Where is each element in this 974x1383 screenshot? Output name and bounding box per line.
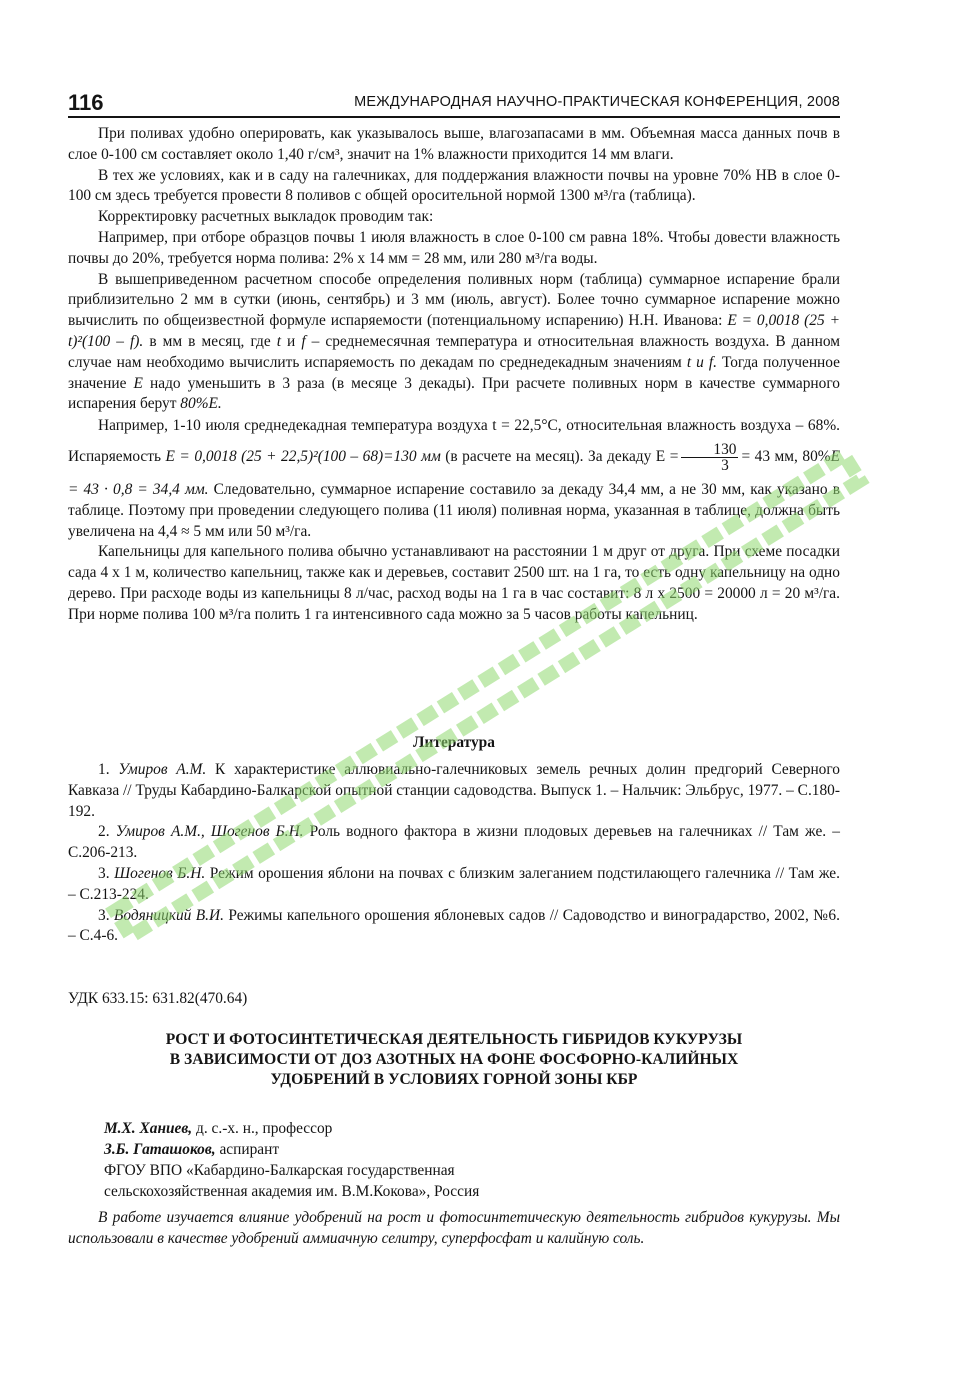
abstract: В работе изучается влияние удобрений на рост и фотосинтетическую деятельность гибридов кукурузы. Мы использовали в качестве удобрений аммиачную селитру, суперфосфат и калийную соль.: [68, 1209, 840, 1247]
ivanov-formula: E = 0,0018 (25 + t)²(100 – f).: [68, 312, 840, 350]
page-header: [68, 90, 840, 116]
p5-text-a: В вышеприведенном расчетном способе определения поливных норм (таблица) суммарное испарение брали приблизительно 2 мм в сутки (июнь, сентябрь) и 3 мм (июль, август). Более точно суммарное испарение можно вычислить по общеизвестной формуле испаряемости (потенциальному испарению) Н.Н. Иванова:: [68, 270, 840, 330]
author-1: [104, 1118, 804, 1139]
references-title: Литература: [413, 734, 495, 751]
body-text: [68, 124, 840, 625]
fraction: [681, 442, 738, 473]
article-title-line: В ЗАВИСИМОСТИ ОТ ДОЗ АЗОТНЫХ НА ФОНЕ ФОСФОРНО-КАЛИЙНЫХ: [169, 1051, 739, 1068]
reference-author: Шогенов Б.Н.: [114, 864, 206, 882]
reference-text: Роль водного фактора в жизни плодовых деревьев на галечниках // Там же. – С.206-213.: [68, 823, 840, 862]
p5-text-e: Тогда полученное значение: [68, 353, 841, 392]
reference-author: Умиров А.М.: [118, 761, 207, 778]
references-list: [68, 760, 840, 947]
affiliation-line: сельскохозяйственная академия им. В.М.Кокова», Россия: [104, 1183, 480, 1200]
reference-text: Режим орошения яблони на почвах с близким залеганием подстилающего галечника // Там же. – С.213-224.: [68, 864, 840, 903]
udc-code: УДК 633.15: 631.82(470.64): [68, 990, 248, 1007]
page-number: 116: [68, 90, 104, 115]
article-title-line: УДОБРЕНИЙ В УСЛОВИЯХ ГОРНОЙ ЗОНЫ КБР: [270, 1071, 638, 1088]
reference-item: [68, 760, 840, 822]
author-role: аспирант: [219, 1141, 280, 1158]
reference-number: 3.: [98, 864, 110, 882]
running-head: МЕЖДУНАРОДНАЯ НАУЧНО-ПРАКТИЧЕСКАЯ КОНФЕРЕНЦИЯ, 2008: [354, 94, 840, 110]
author-name: М.Х. Ханиев,: [104, 1120, 193, 1137]
paragraph-7: Капельницы для капельного полива обычно устанавливают на расстоянии 1 м друг от друга. При схеме посадки сада 4 х 1 м, количество капельниц, также как и деревьев, составит 2500 шт. на 1 га, то есть одну капельницу на одно дерево. При расходе воды из капельницы 8 л/час, расход воды на 1 га в час составит: 8 л х 2500 = 20000 л = 20 м³/га. При норме полива 100 м³/га полить 1 га интенсивного сада можно за 5 часов работы капельниц.: [68, 543, 840, 623]
paragraph-4: Например, при отборе образцов почвы 1 июля влажность в слое 0-100 см равна 18%. Чтобы довести влажность почвы до 20%, требуется норма полива: 2% х 14 мм = 28 мм, или 280 м³/га воды.: [68, 228, 840, 267]
authors-block: [104, 1118, 804, 1202]
reference-author: Водяницкий В.И.: [113, 906, 224, 924]
p5-text-d: – среднемесячная температура и относительная влажность воздуха. В данном случае нам необходимо вычислить испаряемость по декадам по среднедекадным значениям: [68, 332, 840, 371]
p5-text-f: надо уменьшить в 3 раза (в месяце 3 декады). При расчете поливных норм в качестве суммарного испарения берут: [68, 374, 840, 413]
fraction-denominator: 3: [721, 457, 729, 475]
reference-text: Режимы капельного орошения яблоневых садов // Садоводство и виноградарство, 2002, №6. – С.4-6.: [68, 906, 840, 945]
header-rule: [68, 116, 840, 118]
article-title-line: РОСТ И ФОТОСИНТЕТИЧЕСКАЯ ДЕЯТЕЛЬНОСТЬ ГИБРИДОВ КУКУРУЗЫ: [165, 1031, 743, 1048]
paragraph-1: При поливах удобно оперировать, как указывалось выше, влагозапасами в мм. Объемная масса данных почв в слое 0-100 см составляет около 1,40 г/см³, значит на 1% влажности приходится 14 мм влаги.: [68, 125, 840, 163]
decade-formula: E = 43 · 0,8 = 34,4 мм.: [68, 448, 841, 499]
var-80E: 80%E.: [180, 395, 222, 413]
author-role: д. с.-х. н., профессор: [195, 1120, 333, 1137]
reference-number: 2.: [98, 823, 110, 841]
reference-text: К характеристике аллювиально-галечниковых земель речных долин предгорий Северного Кавказа // Труды Кабардино-Балкарской опытной станции садоводства. Выпуск 1. – Нальчик: Эльбрус, 1977. – С.180-192.: [68, 761, 841, 820]
p6-text-b: (в расчете на месяц). За декаду Е =: [445, 448, 679, 466]
paragraph-5: [68, 270, 840, 416]
p6-text-d: Следовательно, суммарное испарение составило за декаду 34,4 мм, а не 30 мм, как указано в таблице. Поэтому при проведении следующего полива (11 июля) поливная норма, указанная в таблице, должна быть увеличена на 4,4 ≈ 5 мм или 50 м³/га.: [68, 481, 840, 541]
article-title: [68, 1030, 840, 1090]
var-t: t: [276, 332, 281, 350]
reference-item: [68, 864, 840, 906]
reference-item: [68, 822, 840, 864]
var-f: f: [301, 332, 306, 350]
var-E: E: [133, 374, 143, 392]
paragraph-6: [68, 415, 840, 542]
p6-text-a: Например, 1-10 июля среднедекадная температура воздуха t = 22,5°С, относительная влажность воздуха – 68%. Испаряемость: [68, 417, 840, 466]
author-name: З.Б. Гаташоков,: [104, 1141, 216, 1158]
author-2: [104, 1139, 804, 1160]
fraction-numerator: 130: [681, 442, 738, 458]
paragraph-2: В тех же условиях, как и в саду на галечниках, для поддержания влажности почвы на уровне 70% НВ в слое 0-100 см здесь требуется провести 8 поливов с общей оросительной нормой 1300 м³/га (таблица).: [68, 166, 840, 205]
p5-text-b: в мм в месяц, где: [149, 332, 271, 350]
reference-author: Умиров А.М., Шогенов Б.Н.: [115, 823, 304, 841]
affiliation-line: ФГОУ ВПО «Кабардино-Балкарская государственная: [104, 1162, 455, 1179]
example-formula: E = 0,0018 (25 + 22,5)²(100 – 68)=130 мм: [165, 448, 441, 466]
reference-number: 1.: [98, 761, 110, 778]
var-tf: t и f.: [686, 353, 717, 371]
reference-number: 3.: [98, 906, 110, 924]
paragraph-3: Корректировку расчетных выкладок проводим так:: [98, 208, 434, 226]
p5-text-c: и: [287, 332, 296, 350]
p6-text-c: = 43 мм, 80%: [741, 448, 831, 466]
reference-item: [68, 906, 840, 948]
